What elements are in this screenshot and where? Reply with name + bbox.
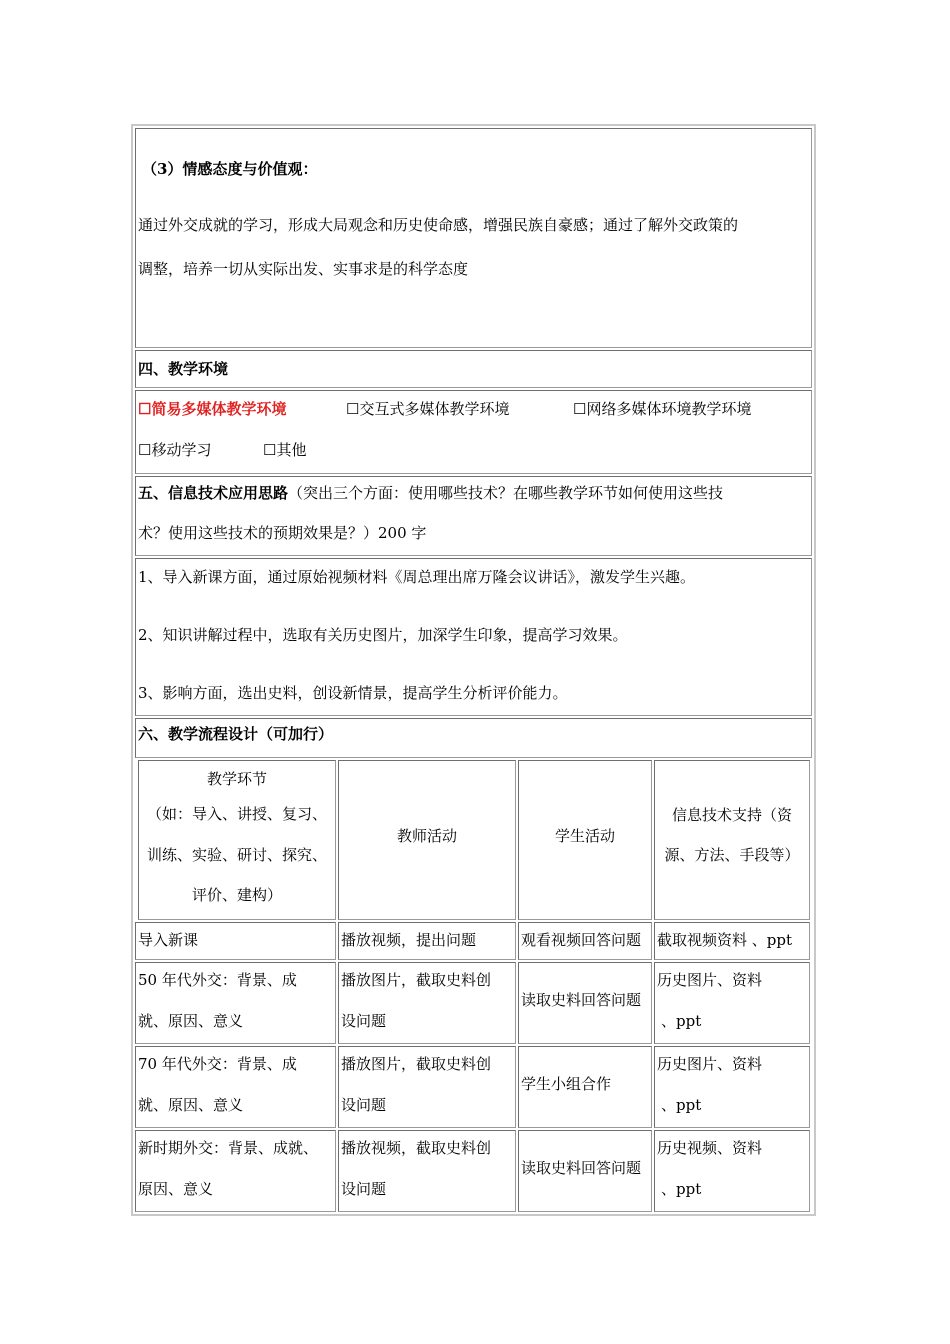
header-student-label: 学生活动 [554, 827, 615, 845]
header-teacher-label: 教师活动 [396, 827, 457, 845]
env-option-interactive-multimedia[interactable]: ☐交互式多媒体教学环境 [346, 400, 510, 418]
table-row-1-stage [135, 922, 336, 960]
header-tech-line-1: 信息技术支持（资 [671, 806, 792, 824]
table-row-3-tech [654, 1046, 810, 1128]
row-4-teacher-line-1: 播放视频，截取史料创 [341, 1139, 492, 1157]
table-row-3-student [518, 1046, 652, 1128]
section-tech-approach-items [135, 558, 812, 716]
affective-heading: （3）情感态度与价值观： [142, 160, 318, 178]
row-1-stage: 导入新课 [138, 931, 199, 949]
row-1-teacher: 播放视频，提出问题 [341, 931, 477, 949]
header-stage [138, 760, 336, 920]
section-tech-approach-heading [135, 476, 812, 556]
header-tech [654, 760, 810, 920]
table-row-1-teacher [338, 922, 516, 960]
row-2-stage-line-1: 50 年代外交：背景、成 [138, 971, 297, 989]
flow-heading: 六、教学流程设计（可加行） [138, 725, 334, 743]
row-4-tech-line-1: 历史视频、资料 [657, 1139, 763, 1157]
row-3-teacher-line-2: 设问题 [341, 1096, 387, 1114]
affective-body-line-1: 通过外交成就的学习，形成大局观念和历史使命感，增强民族自豪感；通过了解外交政策的 [138, 216, 739, 234]
table-row-2-stage [135, 962, 336, 1044]
table-row-4-teacher [338, 1130, 516, 1212]
row-4-tech-line-2: 、ppt [661, 1180, 702, 1198]
row-2-teacher-line-1: 播放图片，截取史料创 [341, 971, 492, 989]
row-2-stage-line-2: 就、原因、意义 [138, 1012, 244, 1030]
env-option-mobile-learning[interactable]: ☐移动学习 [138, 441, 212, 459]
row-4-stage-line-2: 原因、意义 [138, 1180, 214, 1198]
row-4-student: 读取史料回答问题 [521, 1159, 642, 1177]
row-1-tech: 截取视频资料 、ppt [657, 931, 793, 949]
section-environment-heading [135, 350, 812, 388]
section-flow-heading [135, 718, 812, 758]
table-row-2-teacher [338, 962, 516, 1044]
tech-approach-note-1: （突出三个方面：使用哪些技术？在哪些教学环节如何使用这些技 [288, 484, 724, 502]
row-2-tech-line-2: 、ppt [661, 1012, 702, 1030]
header-stage-line-2: （如：导入、讲授、复习、 [146, 805, 327, 823]
row-2-student: 读取史料回答问题 [521, 991, 642, 1009]
header-stage-line-1: 教学环节 [206, 770, 267, 788]
header-stage-line-3: 训练、实验、研讨、探究、 [146, 846, 327, 864]
table-row-2-tech [654, 962, 810, 1044]
env-option-network-multimedia[interactable]: ☐网络多媒体环境教学环境 [573, 400, 752, 418]
table-row-3-teacher [338, 1046, 516, 1128]
tech-approach-item-1: 1、导入新课方面，通过原始视频材料《周总理出席万隆会议讲话》，激发学生兴趣。 [138, 568, 696, 586]
row-4-teacher-line-2: 设问题 [341, 1180, 387, 1198]
row-3-tech-line-1: 历史图片、资料 [657, 1055, 763, 1073]
env-option-other[interactable]: ☐其他 [263, 441, 307, 459]
row-2-teacher-line-2: 设问题 [341, 1012, 387, 1030]
tech-approach-heading-line-1 [138, 483, 723, 503]
flow-table [135, 760, 812, 1212]
header-teacher [338, 760, 516, 920]
affective-body-line-2: 调整，培养一切从实际出发、实事求是的科学态度 [138, 260, 469, 278]
row-1-student: 观看视频回答问题 [521, 931, 642, 949]
env-option-simple-multimedia[interactable]: ☐简易多媒体教学环境 [138, 400, 287, 418]
table-row-4-student [518, 1130, 652, 1212]
row-3-stage-line-2: 就、原因、意义 [138, 1096, 244, 1114]
table-row-1-tech [654, 922, 810, 960]
table-row-3-stage [135, 1046, 336, 1128]
table-row-1-student [518, 922, 652, 960]
table-row-4-stage [135, 1130, 336, 1212]
section-environment-options [135, 390, 812, 474]
row-3-stage-line-1: 70 年代外交：背景、成 [138, 1055, 297, 1073]
document-table [131, 124, 816, 1216]
table-row-2-student [518, 962, 652, 1044]
section-affective-goals [135, 128, 812, 348]
row-3-tech-line-2: 、ppt [661, 1096, 702, 1114]
header-stage-line-4: 评价、建构） [191, 886, 282, 904]
row-3-teacher-line-1: 播放图片，截取史料创 [341, 1055, 492, 1073]
tech-approach-note-2: 术？使用这些技术的预期效果是？）200 字 [138, 524, 427, 542]
row-4-stage-line-1: 新时期外交：背景、成就、 [138, 1139, 319, 1157]
tech-approach-item-2: 2、知识讲解过程中，选取有关历史图片，加深学生印象，提高学习效果。 [138, 626, 628, 644]
tech-approach-heading: 五、信息技术应用思路 [138, 484, 289, 502]
row-2-tech-line-1: 历史图片、资料 [657, 971, 763, 989]
header-tech-line-2: 源、方法、手段等） [664, 846, 800, 864]
environment-heading: 四、教学环境 [138, 360, 229, 378]
table-row-4-tech [654, 1130, 810, 1212]
tech-approach-item-3: 3、影响方面，选出史料，创设新情景，提高学生分析评价能力。 [138, 684, 568, 702]
header-student [518, 760, 652, 920]
row-3-student: 学生小组合作 [521, 1075, 612, 1093]
